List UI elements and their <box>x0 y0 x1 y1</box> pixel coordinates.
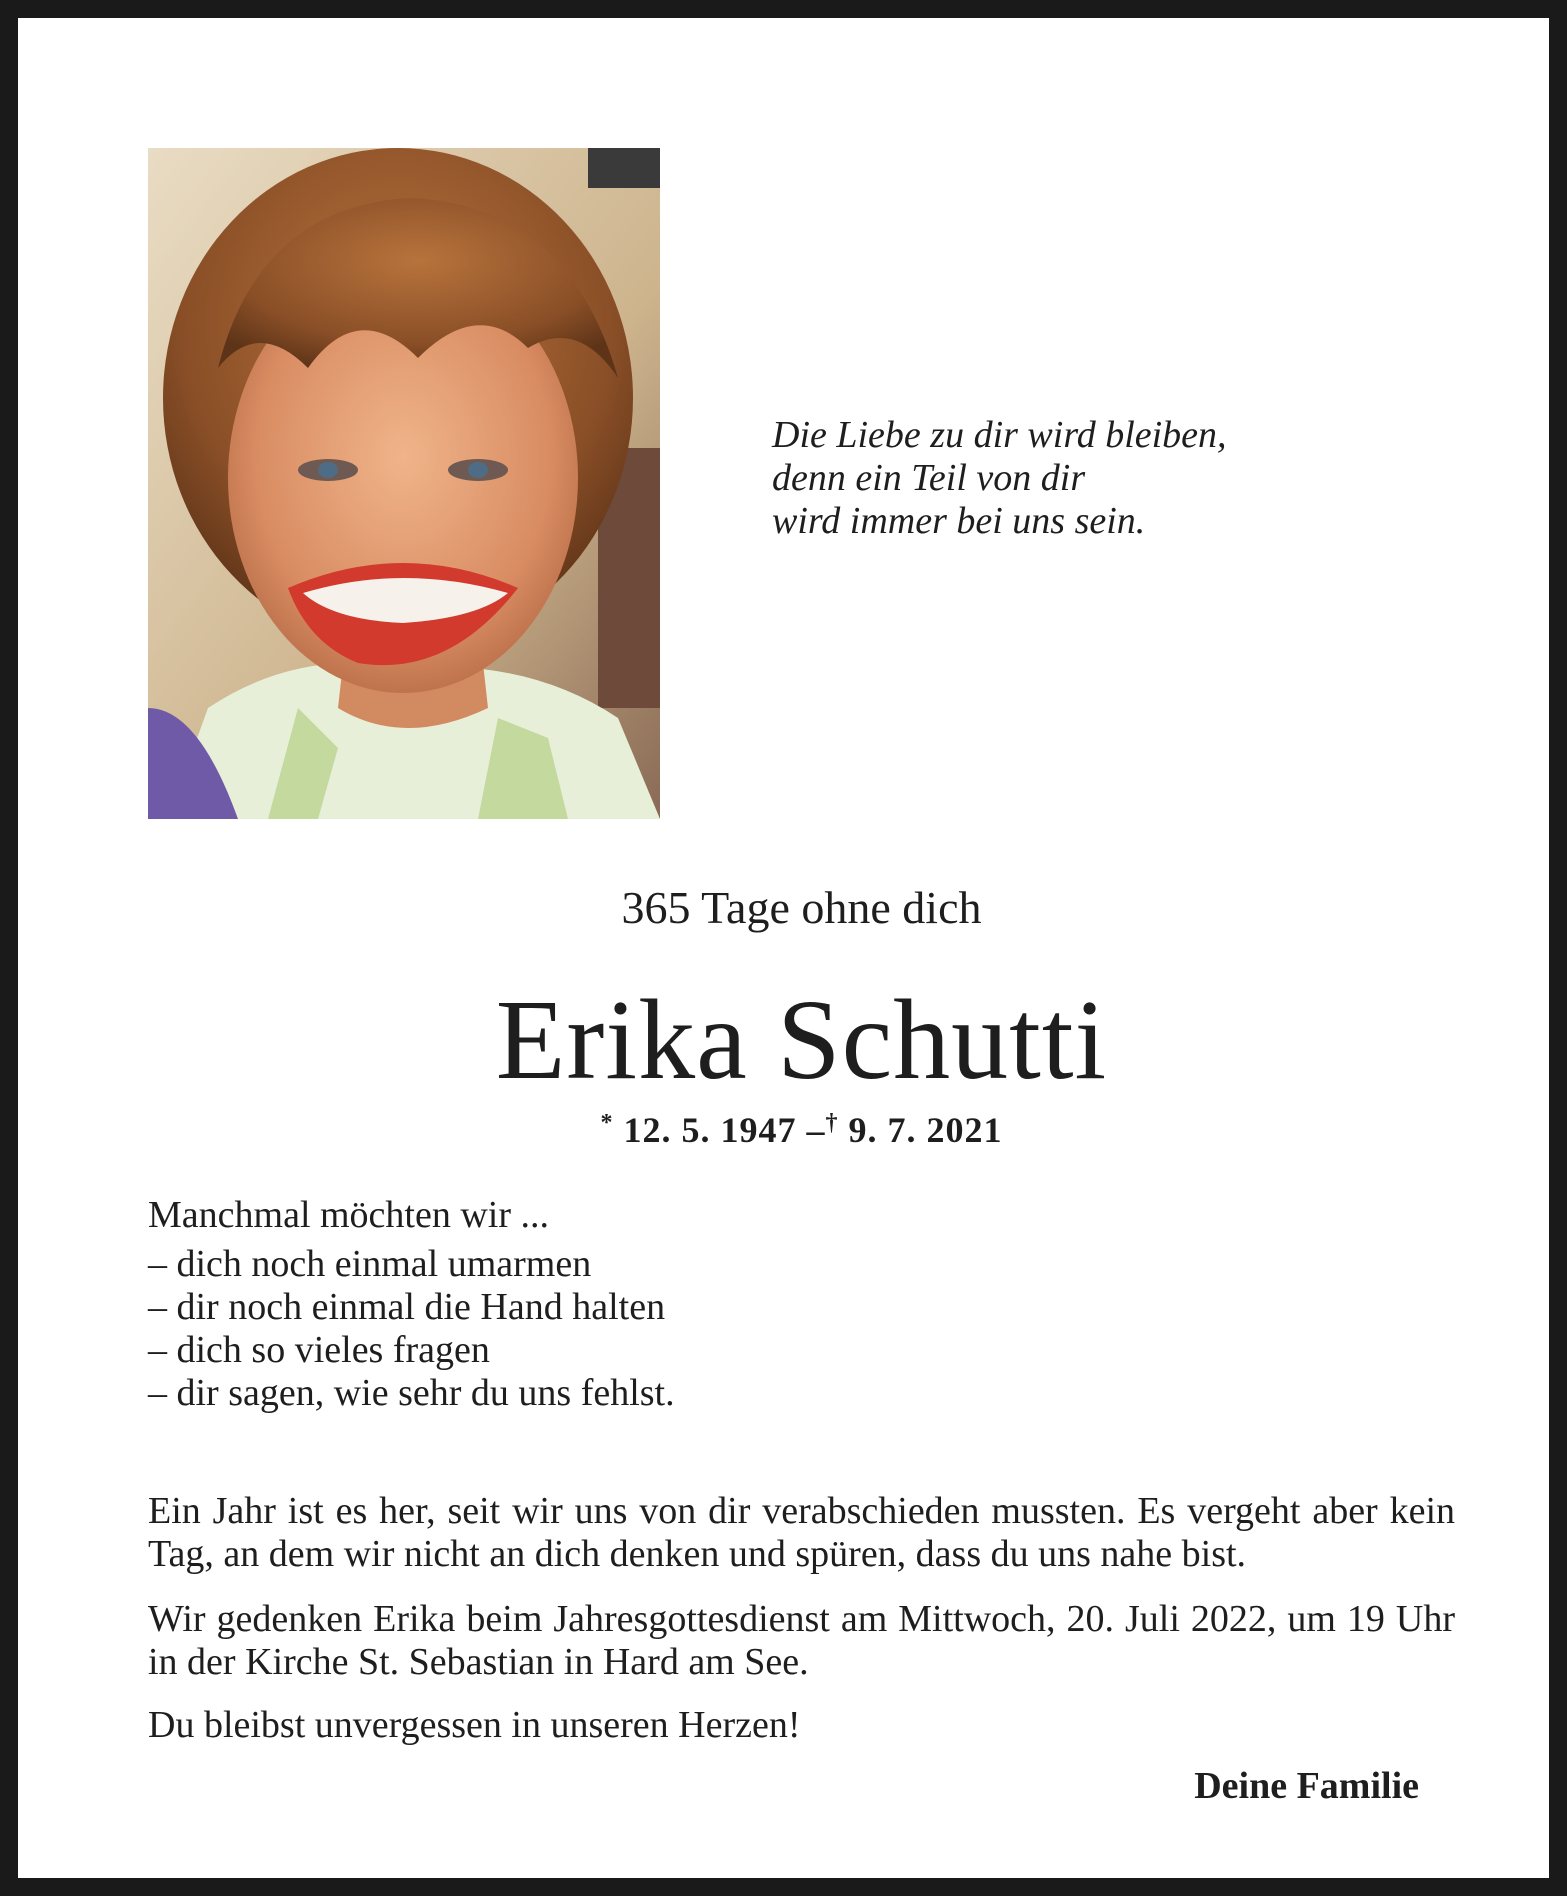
wish-item: – dir sagen, wie sehr du uns fehlst. <box>148 1372 675 1414</box>
quote-line: wird immer bei uns sein. <box>772 500 1146 542</box>
paragraph-service: Wir gedenken Erika beim Jahresgottesdienst am Mittwoch, 20. Juli 2022, um 19 Uhr in der Kirche St. Sebastian in Hard am See. <box>148 1598 1455 1683</box>
signature: Deine Familie <box>1194 1765 1419 1807</box>
portrait-photo <box>148 148 660 819</box>
life-dates <box>18 1100 1567 1153</box>
birth-mark: * <box>600 1110 614 1136</box>
wish-item: – dich so vieles fragen <box>148 1329 490 1371</box>
deceased-name: Erika Schutti <box>495 976 1108 1103</box>
date-separator: – <box>806 1110 826 1150</box>
wish-item: – dir noch einmal die Hand halten <box>148 1286 666 1328</box>
birth-date: 12. 5. 1947 <box>623 1110 797 1150</box>
quote-line: Die Liebe zu dir wird bleiben, <box>772 414 1227 456</box>
quote-line: denn ein Teil von dir <box>772 457 1086 499</box>
paragraph-farewell: Ein Jahr ist es her, seit wir uns von dir verabschieden mussten. Es vergeht aber kein Tag, an dem wir nicht an dich denken und spüren, dass du uns nahe bist. <box>148 1490 1455 1575</box>
paragraph-remembrance: Du bleibst unvergessen in unseren Herzen! <box>148 1704 801 1746</box>
subtitle: 365 Tage ohne dich <box>621 882 982 933</box>
memorial-quote <box>772 414 1472 543</box>
death-mark: † <box>825 1110 839 1136</box>
wishes-list <box>148 1194 1448 1415</box>
wishes-intro: Manchmal möchten wir ... <box>148 1194 550 1236</box>
death-date: 9. 7. 2021 <box>848 1110 1003 1150</box>
wish-item: – dich noch einmal umarmen <box>148 1243 592 1285</box>
